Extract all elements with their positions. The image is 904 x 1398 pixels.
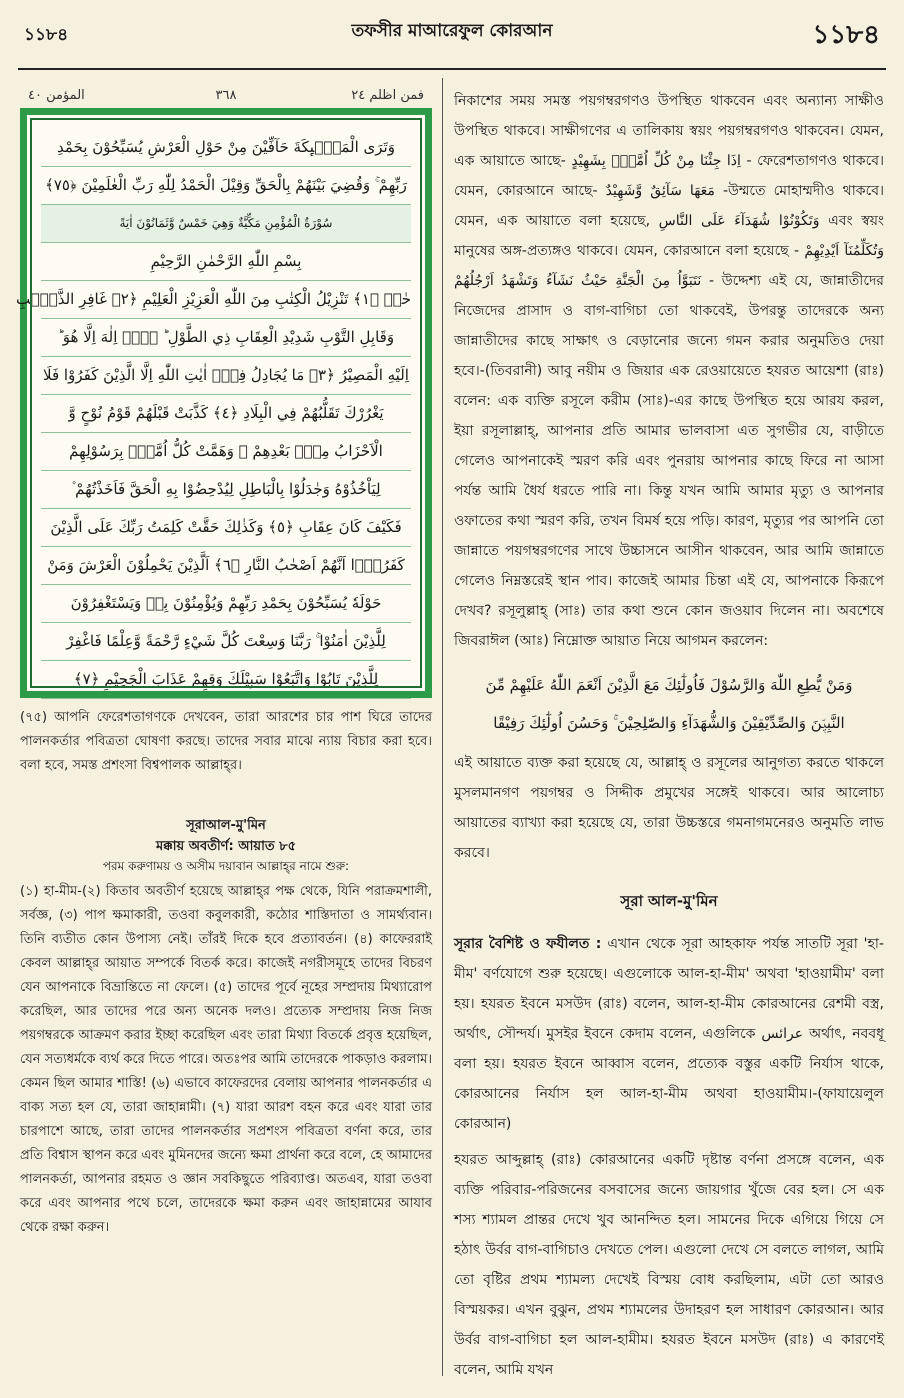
- basmala-translation: পরম করুণাময় ও অসীম দয়াবান আল্লাহ্‌র নামে শুরু:: [102, 859, 350, 873]
- quran-line: لِيَاْخُذُوْهُ وَجٰدَلُوْا بِالْبَاطِلِ لِيُدْحِضُوْا بِهِ الْحَقَّ فَاَخَذْتُهُمْ ۫: [41, 471, 411, 509]
- quran-line: لِلَّذِيْنَ اٰمَنُوْا ۚ رَبَّنَا وَسِعْتَ كُلَّ شَيْءٍ رَّحْمَةً وَّعِلْمًا فَاغْفِرْ: [41, 623, 411, 661]
- page-number-right: ১১৮৪: [812, 20, 880, 50]
- ayah-line: وَمَنْ يُّطِعِ اللّٰهَ وَالرَّسُوْلَ فَاُولٰٓئِكَ مَعَ الَّذِيْنَ اَنْعَمَ اللّٰهُ عَلَيْهِمْ مِّنَ: [485, 676, 853, 694]
- quran-text-frame: [15, 108, 432, 698]
- quran-line: كَفَرُوْۤا اَنَّهُمْ اَصْحٰبُ النَّارِ ﴿٦﴾ اَلَّذِيْنَ يَحْمِلُوْنَ الْعَرْشَ وَمَنْ: [41, 547, 411, 585]
- translation-1-7: (১) হা-মীম-(২) কিতাব অবতীর্ণ হয়েছে আল্লাহ্‌র পক্ষ থেকে, যিনি পরাক্রমশালী, সর্বজ্ঞ, (৩) পাপ ক্ষমাকারী, তওবা কবুলকারী, কঠোর শাস্তিদাতা ও সামর্থ্যবান। তিনি ব্যতীত কোন উপাস্য নেই। তাঁরই দিকে হবে প্রত্যাবর্তন। (৪) কাফেররাই কেবল আল্লাহ্‌র আয়াত সম্পর্কে বিতর্ক করে। কাজেই নগরীসমূহে তাদের বিচরণ যেন আপনাকে বিভ্রান্তিতে না ফেলে। (৫) তাদের পূর্বে নূহের সম্প্রদায় মিথ্যারোপ করেছিল, আর তাদের পরে অন্য অনেক দলও। প্রত্যেক সম্প্রদায় নিজ নিজ পয়গম্বরকে আক্রমণ করার ইচ্ছা করেছিল এবং তারা মিথ্যা বিতর্কে প্রবৃত্ত হয়েছিল, যেন সত্যধর্মকে ব্যর্থ করে দিতে পারে। অতঃপর আমি তাদেরকে পাকড়াও করলাম। কেমন ছিল আমার শাস্তি! (৬) এভাবে কাফেরদের বেলায় আপনার পালনকর্তার এ বাক্য সত্য হল যে, তারা জাহান্নামী। (৭) যারা আরশ বহন করে এবং যারা তার চারপাশে আছে, তারা তাদের পালনকর্তার সপ্রশংস পবিত্রতা বর্ণনা করে, তার প্রতি বিশ্বাস স্থাপন করে এবং মুমিনদের জন্যে ক্ষমা প্রার্থনা করে বলে, হে আমাদের পালনকর্তা, আপনার রহমত ও জ্ঞান সবকিছুতে পরিব্যাপ্ত। অতএব, যারা তওবা করে এবং আপনার পথে চলে, তাদেরকে ক্ষমা করুন এবং জাহান্নামের আযাব থেকে রক্ষা করুন।: [20, 884, 432, 1235]
- arabic-quote: وَتُكَلِّمُنَآ اَيْدِيْهِمْ وَتَشْهَدُ اَرْجُلُهُمْ: [454, 243, 885, 289]
- quran-line: فَكَيْفَ كَانَ عِقَابِ ﴿٥﴾ وَكَذٰلِكَ حَقَّتْ كَلِمَتُ رَبِّكَ عَلَى الَّذِيْنَ: [41, 509, 411, 547]
- surah-title: সূরাআল-মু'মিন: [186, 818, 266, 833]
- quran-line: حَوْلَهٗ يُسَبِّحُوْنَ بِحَمْدِ رَبِّهِمْ وَيُؤْمِنُوْنَ بِهٖ وَيَسْتَغْفِرُوْنَ: [41, 585, 411, 623]
- ayah-block: [454, 666, 884, 742]
- quran-line: اِلَيْهِ الْمَصِيْرُ ﴿٣﴾ مَا يُجَادِلُ فِيْۤ اٰيٰتِ اللّٰهِ اِلَّا الَّذِيْنَ كَفَرُوْا فَلَا: [41, 357, 411, 395]
- quran-line: وَقَابِلِ التَّوْبِ شَدِيْدِ الْعِقَابِ ذِي الطَّوْلِ ؕ لَاۤ اِلٰهَ اِلَّا هُوَ ؕ: [41, 319, 411, 357]
- arabic-quote: وَتَكُوْنُوْا شُهَدَآءَ عَلَى النَّاسِ: [658, 213, 820, 229]
- commentary-paragraph-3: এই আয়াতে ব্যক্ত করা হয়েছে যে, আল্লাহ্‌ ও রসূলের আনুগত্য করতে থাকলে মুসলমানগণ পয়গম্বর ও সিদ্দীক প্রমুখের সঙ্গেই থাকবে। আর আলোচ্য আয়াতের ব্যাখ্যা করা হয়েছে যে, তারা উচ্চস্তরে গমনাগমনেরও অনুমতি লাভ করবে।: [454, 755, 884, 861]
- ayah-line: النَّبِيّٖنَ وَالصِّدِّيْقِيْنَ وَالشُّهَدَآءِ وَالصّٰلِحِيْنَ ۚ وَحَسُنَ اُولٰٓئِكَ رَفِيْقًا: [493, 714, 845, 732]
- page-number-left: ১১৮৪: [24, 25, 69, 45]
- basmala-line: بِسْمِ اللّٰهِ الرَّحْمٰنِ الرَّحِيْمِ: [41, 243, 411, 281]
- page-header: [18, 8, 886, 70]
- translation-75: (৭৫) আপনি ফেরেশতাগণকে দেখবেন, তারা আরশের চার পাশ ঘিরে তাদের পালনকর্তার পবিত্রতা ঘোষণা করছে। তাদের সবার মাঝে ন্যায় বিচার করা হবে। বলা হবে, সমস্ত প্রশংসা বিশ্বপালক আল্লাহ্‌র।: [20, 710, 432, 773]
- juz-marker: فمن اظلم ٢٤: [351, 88, 424, 103]
- quran-line: الْاَحْزَابُ مِنْۢ بَعْدِهِمْ ۪ وَهَمَّتْ كُلُّ اُمَّةٍۭ بِرَسُوْلِهِمْ: [41, 433, 411, 471]
- right-column: [454, 86, 884, 1385]
- surah-title-band: سُوْرَةُ الْمُؤْمِنِ مَكِّيَّةٌ وَهِيَ خَمْسٌ وَّثَمَانُوْنَ اٰيَةً: [41, 205, 411, 243]
- commentary-paragraph-5: হযরত আব্দুল্লাহ্‌ (রাঃ) কোরআনের একটি দৃষ্টান্ত বর্ণনা প্রসঙ্গে বলেন, এক ব্যক্তি পরিবার-পরিজনের বসবাসের জন্যে জায়গার খুঁজে বের হল। সে এক শস্য শ্যামল প্রান্তর দেখে খুব আনন্দিত হল। সামনের দিকে এগিয়ে গিয়ে সে হঠাৎ উর্বর বাগ-বাগিচাও দেখতে পেল। এগুলো দেখে সে বলতে লাগল, আমি তো বৃষ্টির প্রথম শ্যামল্য দেখেই বিস্ময় বোধ করছিলাম, এটা তো আরও বিস্ময়কর। এখন বুঝুন, প্রথম শ্যামলের উদাহরণ হল সাধারণ কোরআন। আর উর্বর বাগ-বাগিচা হল আল-হামীম। হযরত ইবনে মসউদ (রাঃ) এ কারণেই বলেন, আমি যখন: [454, 1152, 884, 1378]
- commentary-paragraph-1: নিকাশের সময় সমস্ত পয়গম্বরগণও উপস্থিত থাকবেন এবং অন্যান্য সাক্ষীও উপস্থিত থাকবে। সাক্ষীগণের এ তালিকায় স্বয়ং পয়গম্বরগণও থাকবেন। যেমন, এক আয়াতে আছে- اِذَا جِئْنَا مِنْ كُلِّ اُمَّةٍۭ بِشَهِيْدٍ - ফেরেশতাগণও থাকবে। যেমন, কোরআনে আছে- مَعَهَا سَآئِقٌ وَّشَهِيْدٌ -উম্মতে মোহাম্মদীও থাকবে। যেমন, এক আয়াতে বলা হয়েছে, وَتَكُوْنُوْا شُهَدَآءَ عَلَى النَّاسِ এবং স্বয়ং মানুষের অঙ্গ-প্রত্যঙ্গও থাকবে। যেমন, কোরআনে বলা হয়েছে - وَتُكَلِّمُنَآ اَيْدِيْهِمْ وَتَشْهَدُ اَرْجُلُهُمْ نَتَبَوَّاُ مِنَ الْجَنَّةِ حَيْثُ نَشَآءُ - উদ্দেশ্য এই যে, জান্নাতীদের নিজেদের প্রাসাদ ও বাগ-বাগিচা তো থাকবেই, উপরন্তু তাদেরকে অন্য জান্নাতীদের কাছে সাক্ষাৎ ও বেড়ানোর জন্যে গমন করার অনুমতিও দেয়া হবে।-(তিবরানী) আবু নয়ীম ও জিয়ার এক রেওয়ায়েতে হযরত আয়েশা (রাঃ) বলেন: এক ব্যক্তি রসূলে করীম (সাঃ)-এর কাছে উপস্থিত হয়ে আরয করল, ইয়া রসূলাল্লাহ্‌, আপনার প্রতি আমার ভালবাসা এত সুগভীর যে, বাড়ীতে গেলেও আপনাকেই স্মরণ করি এবং পুনরায় আপনার কাছে ফিরে না আসা পর্যন্ত আমি ধৈর্য ধরতে পারি না। কিন্তু যখন আমি আমার মৃত্যু ও আপনার ওফাতের কথা স্মরণ করি, তখন বিমর্ষ হয়ে পড়ি। কারণ, মৃত্যুর পর আপনি তো জান্নাতে পয়গম্বরগণের সাথে উচ্চাসনে আসীন থাকবেন, আর আমি জান্নাতে গেলেও নিম্নস্তরেই স্থান পাব। কাজেই আমার চিন্তা এই যে, আপনাকে কিরূপে দেখব? রসূলুল্লাহ্‌ (সাঃ) তার কথা শুনে কোন জওয়াব দিলেন না। অবশেষে জিবরাঈল (আঃ) নিম্নোক্ত আয়াত নিয়ে আগমন করলেন:: [454, 93, 885, 649]
- commentary-paragraph-4: সূরার বৈশিষ্ট ও ফযীলত : এখান থেকে সূরা আহকাফ পর্যন্ত সাতটি সূরা 'হা-মীম' বর্ণযোগে শুরু হয়েছে। এগুলোকে আল-হা-মীম' অথবা 'হাওয়ামীম' বলা হয়। হযরত ইবনে মসউদ (রাঃ) বলেন, আল-হা-মীম কোরআনের রেশমী বস্ত্র, অর্থাৎ, সৌন্দর্য। মুসইর ইবনে কেদাম বলেন, এগুলিকে عرائس অর্থাৎ, নববধূ বলা হয়। হযরত ইবনে আব্বাস বলেন, প্রত্যেক বস্তুর একটি নির্যাস থাকে, কোরআনের নির্যাস হল আল-হা-মীম অথবা হাওয়ামীম।-(ফাযায়েলুল কোরআন): [454, 936, 884, 1132]
- subheading-virtues: সূরার বৈশিষ্ট ও ফযীলত :: [454, 936, 602, 952]
- quran-line: حٰمۤ ﴿١﴾ تَنْزِيْلُ الْكِتٰبِ مِنَ اللّٰهِ الْعَزِيْزِ الْعَلِيْمِ ﴿٢﴾ غَافِرِ الذَّنْۢبِ: [41, 281, 411, 319]
- column-divider: [442, 78, 443, 1376]
- arabic-quote: نَتَبَوَّاُ مِنَ الْجَنَّةِ حَيْثُ نَشَآءُ: [546, 273, 702, 289]
- quran-page-header: [20, 86, 432, 108]
- running-title: তফসীর মাআরেফুল কোরআন: [351, 21, 553, 41]
- arabic-quote: مَعَهَا سَآئِقٌ وَّشَهِيْدٌ: [605, 183, 715, 199]
- quran-line: وَتَرَى الْمَلٰۤىِٕكَةَ حَآفِّيْنَ مِنْ حَوْلِ الْعَرْشِ يُسَبِّحُوْنَ بِحَمْدِ: [41, 129, 411, 167]
- quran-line: رَبِّهِمْ ۚ وَقُضِيَ بَيْنَهُمْ بِالْحَقِّ وَقِيْلَ الْحَمْدُ لِلّٰهِ رَبِّ الْعٰلَمِيْنَ ﴿٧٥﴾: [41, 167, 411, 205]
- section-heading: সূরা আল-মু'মিন: [620, 892, 718, 910]
- mushaf-page-number: ٣٦٨: [215, 88, 237, 103]
- quran-line: يَغْرُرْكَ تَقَلُّبُهُمْ فِي الْبِلَادِ ﴿٤﴾ كَذَّبَتْ قَبْلَهُمْ قَوْمُ نُوْحٍ وَّ: [41, 395, 411, 433]
- quran-line: لِلَّذِيْنَ تَابُوْا وَاتَّبَعُوْا سَبِيْلَكَ وَقِهِمْ عَذَابَ الْجَحِيْمِ ﴿٧﴾: [41, 661, 411, 699]
- revelation-info: মক্কায় অবতীর্ণ: আয়াত ৮৫: [155, 839, 297, 854]
- arabic-quote: اِذَا جِئْنَا مِنْ كُلِّ اُمَّةٍۭ بِشَهِيْدٍ: [571, 153, 741, 169]
- surah-marker: المؤمن ٤٠: [28, 88, 85, 103]
- left-column: [15, 86, 432, 1240]
